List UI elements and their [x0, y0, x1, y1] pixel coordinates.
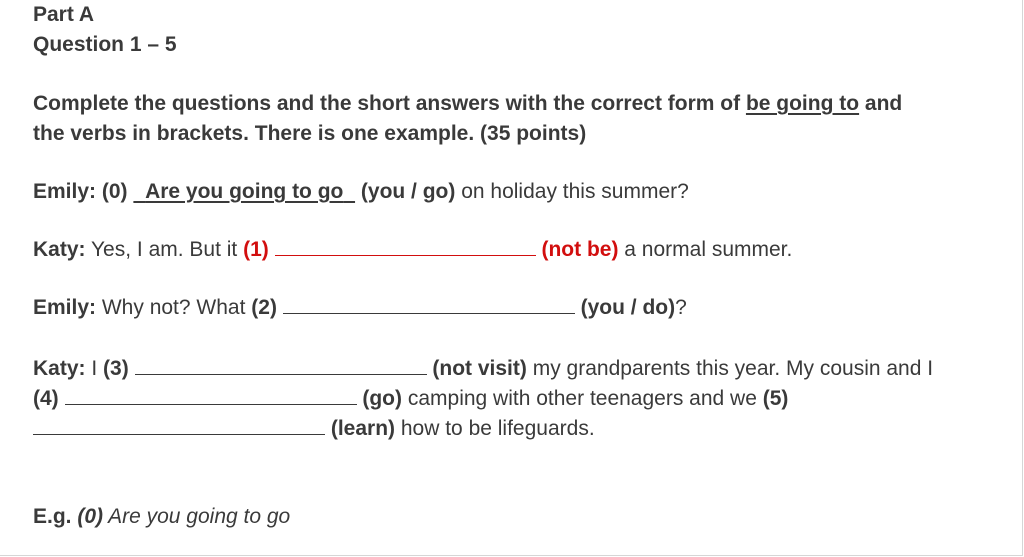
- question-range: Question 1 – 5: [33, 33, 177, 56]
- dialogue-line-1: Katy: Yes, I am. But it (1) (not be) a normal summer.: [33, 238, 793, 261]
- speaker-emily: Emily:: [33, 180, 97, 203]
- be-going-to-highlight: be going to: [745, 92, 860, 115]
- instructions: Complete the questions and the short answers with the correct form of be going to and the verbs in brackets. There is one example. (35 points): [33, 92, 903, 145]
- answer-blank-1[interactable]: [275, 254, 536, 256]
- speaker-emily: Emily:: [33, 296, 97, 319]
- example-answer: Are you going to go: [145, 180, 344, 203]
- dialogue-line-2: Emily: Why not? What (2) (you / do)?: [33, 296, 687, 319]
- answer-blank-5[interactable]: [33, 433, 325, 435]
- answer-blank-3[interactable]: [135, 373, 427, 375]
- dialogue-line-0: Emily: (0) Are you going to go (you / go) on holiday this summer?: [33, 180, 689, 203]
- answer-blank-4[interactable]: [65, 403, 357, 405]
- speaker-katy: Katy:: [33, 238, 86, 261]
- part-title: Part A: [33, 3, 95, 26]
- dialogue-line-3: Katy: I (3) (not visit) my grandparents this year. My cousin and I (4) (go) camping with other teenagers and we (5) (learn) how to be lifeguards.: [33, 357, 934, 440]
- answer-blank-2[interactable]: [283, 312, 575, 314]
- speaker-katy: Katy:: [33, 357, 86, 380]
- example-line: E.g. (0) Are you going to go: [33, 505, 291, 528]
